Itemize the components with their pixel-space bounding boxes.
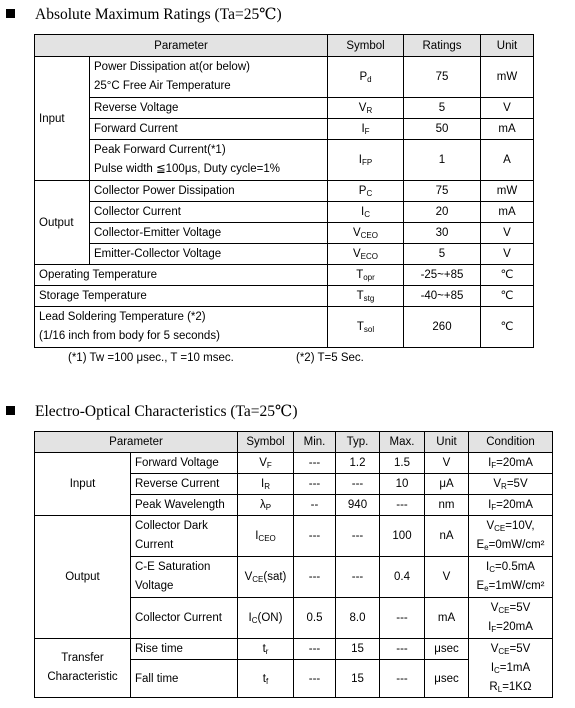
max-cell: 10: [380, 474, 425, 495]
typ-cell: 1.2: [336, 453, 380, 474]
param-cell: Storage Temperature: [35, 286, 328, 307]
unit-cell: ℃: [481, 265, 534, 286]
min-cell: --: [294, 495, 336, 516]
unit-cell: nm: [425, 495, 469, 516]
param-cell: Collector Current: [90, 202, 328, 223]
max-cell: ---: [380, 598, 425, 639]
max-cell: ---: [380, 495, 425, 516]
param-cell: Reverse Voltage: [90, 98, 328, 119]
param-cell: Emitter-Collector Voltage: [90, 244, 328, 265]
symbol-cell: $I_C(ON)$: [238, 598, 294, 639]
table-row: [35, 639, 553, 660]
table-row: [35, 516, 553, 557]
symbol-cell: $V_{CEO}$: [328, 223, 404, 244]
min-cell: ---: [294, 516, 336, 557]
table-row: [35, 98, 534, 119]
square-bullet-icon: [6, 9, 15, 18]
header-condition: Condition: [469, 432, 553, 453]
absolute-max-ratings-table: [34, 34, 534, 348]
unit-cell: A: [481, 140, 534, 181]
table-row: [35, 181, 534, 202]
max-cell: 1.5: [380, 453, 425, 474]
typ-cell: 15: [336, 639, 380, 660]
rating-cell: 75: [404, 181, 481, 202]
rating-cell: -25~+85: [404, 265, 481, 286]
unit-cell: mA: [481, 202, 534, 223]
group-input: Input: [35, 453, 131, 516]
min-cell: 0.5: [294, 598, 336, 639]
symbol-cell: $I_F$: [328, 119, 404, 140]
symbol-cell: $V_{ECO}$: [328, 244, 404, 265]
param-cell: Rise time: [131, 639, 238, 660]
footnotes: [68, 352, 364, 364]
max-cell: 0.4: [380, 557, 425, 598]
group-input: Input: [35, 57, 90, 181]
group-output: Output: [35, 516, 131, 639]
header-min: Min.: [294, 432, 336, 453]
typ-cell: 940: [336, 495, 380, 516]
rating-cell: 75: [404, 57, 481, 98]
min-cell: ---: [294, 557, 336, 598]
unit-cell: V: [481, 98, 534, 119]
param-cell: Collector Dark Current: [131, 516, 238, 557]
symbol-cell: $P_C$: [328, 181, 404, 202]
unit-cell: nA: [425, 516, 469, 557]
condition-cell: $V_{CE}=5V$ $I_F=20mA$: [469, 598, 553, 639]
param-cell: Peak Forward Current(*1) Pulse width ≦100μs, Duty cycle=1%: [90, 140, 328, 181]
symbol-cell: $I_{CEO}$: [238, 516, 294, 557]
symbol-cell: $I_R$: [238, 474, 294, 495]
table-row: [35, 286, 534, 307]
table-row: [35, 119, 534, 140]
param-cell: Fall time: [131, 660, 238, 698]
header-parameter: Parameter: [35, 432, 238, 453]
unit-cell: ℃: [481, 286, 534, 307]
table-row: [35, 453, 553, 474]
group-transfer: Transfer Characteristic: [35, 639, 131, 698]
rating-cell: -40~+85: [404, 286, 481, 307]
max-cell: ---: [380, 639, 425, 660]
rating-cell: 5: [404, 244, 481, 265]
symbol-cell: $T_{sol}$: [328, 307, 404, 348]
param-cell: Collector-Emitter Voltage: [90, 223, 328, 244]
min-cell: ---: [294, 474, 336, 495]
unit-cell: mA: [481, 119, 534, 140]
table-row: [35, 244, 534, 265]
abs-title-text: Absolute Maximum Ratings (Ta=25℃): [35, 6, 282, 23]
min-cell: ---: [294, 639, 336, 660]
typ-cell: ---: [336, 557, 380, 598]
condition-cell: $V_{CE}=10V$, $E_e=0mW$/cm²: [469, 516, 553, 557]
table-row: [35, 57, 534, 98]
symbol-cell: $V_F$: [238, 453, 294, 474]
symbol-cell: $T_{opr}$: [328, 265, 404, 286]
table-header-row: [35, 432, 553, 453]
unit-cell: μsec: [425, 660, 469, 698]
rating-cell: 5: [404, 98, 481, 119]
unit-cell: ℃: [481, 307, 534, 348]
table-row: [35, 265, 534, 286]
param-cell: Power Dissipation at(or below) 25°C Free Air Temperature: [90, 57, 328, 98]
param-cell: C-E Saturation Voltage: [131, 557, 238, 598]
symbol-cell: $\lambda_P$: [238, 495, 294, 516]
header-max: Max.: [380, 432, 425, 453]
symbol-cell: $t_f$: [238, 660, 294, 698]
header-unit: Unit: [425, 432, 469, 453]
param-cell: Lead Soldering Temperature (*2) (1/16 inch from body for 5 seconds): [35, 307, 328, 348]
typ-cell: ---: [336, 516, 380, 557]
group-output: Output: [35, 181, 90, 265]
param-cell: Peak Wavelength: [131, 495, 238, 516]
symbol-cell: $T_{stg}$: [328, 286, 404, 307]
unit-cell: V: [481, 223, 534, 244]
table-row: [35, 140, 534, 181]
table-row: [35, 223, 534, 244]
eo-section-title: [6, 402, 298, 421]
abs-section-title: [6, 5, 282, 24]
typ-cell: 8.0: [336, 598, 380, 639]
header-ratings: Ratings: [404, 35, 481, 57]
symbol-cell: $V_{CE}(sat)$: [238, 557, 294, 598]
condition-cell: $V_{CE}=5V$ $I_C=1mA$ $R_L=1K\Omega$: [469, 639, 553, 698]
unit-cell: V: [425, 557, 469, 598]
header-unit: Unit: [481, 35, 534, 57]
param-cell: Collector Power Dissipation: [90, 181, 328, 202]
square-bullet-icon: [6, 406, 15, 415]
rating-cell: 50: [404, 119, 481, 140]
unit-cell: V: [481, 244, 534, 265]
footnote-1: (*1) Tw =100 μsec., T =10 msec.: [68, 352, 234, 364]
unit-cell: mW: [481, 57, 534, 98]
table-header-row: [35, 35, 534, 57]
min-cell: ---: [294, 453, 336, 474]
rating-cell: 20: [404, 202, 481, 223]
header-symbol: Symbol: [238, 432, 294, 453]
condition-cell: $I_F=20mA$: [469, 453, 553, 474]
eo-title-text: Electro-Optical Characteristics (Ta=25℃): [35, 403, 298, 420]
min-cell: ---: [294, 660, 336, 698]
param-cell: Operating Temperature: [35, 265, 328, 286]
electro-optical-table: [34, 431, 553, 698]
param-cell: Forward Voltage: [131, 453, 238, 474]
symbol-cell: $t_r$: [238, 639, 294, 660]
unit-cell: μA: [425, 474, 469, 495]
typ-cell: 15: [336, 660, 380, 698]
param-cell: Reverse Current: [131, 474, 238, 495]
rating-cell: 260: [404, 307, 481, 348]
header-symbol: Symbol: [328, 35, 404, 57]
unit-cell: μsec: [425, 639, 469, 660]
symbol-cell: $V_R$: [328, 98, 404, 119]
symbol-cell: $I_C$: [328, 202, 404, 223]
condition-cell: $I_C=0.5mA$ $E_e=1mW$/cm²: [469, 557, 553, 598]
unit-cell: mA: [425, 598, 469, 639]
footnote-2: (*2) T=5 Sec.: [296, 352, 364, 364]
condition-cell: $V_R=5V$: [469, 474, 553, 495]
header-typ: Typ.: [336, 432, 380, 453]
typ-cell: ---: [336, 474, 380, 495]
table-row: [35, 307, 534, 348]
max-cell: 100: [380, 516, 425, 557]
condition-cell: $I_F=20mA$: [469, 495, 553, 516]
rating-cell: 1: [404, 140, 481, 181]
max-cell: ---: [380, 660, 425, 698]
symbol-cell: $P_d$: [328, 57, 404, 98]
table-row: [35, 202, 534, 223]
rating-cell: 30: [404, 223, 481, 244]
unit-cell: V: [425, 453, 469, 474]
symbol-cell: $I_{FP}$: [328, 140, 404, 181]
param-cell: Forward Current: [90, 119, 328, 140]
unit-cell: mW: [481, 181, 534, 202]
param-cell: Collector Current: [131, 598, 238, 639]
header-parameter: Parameter: [35, 35, 328, 57]
